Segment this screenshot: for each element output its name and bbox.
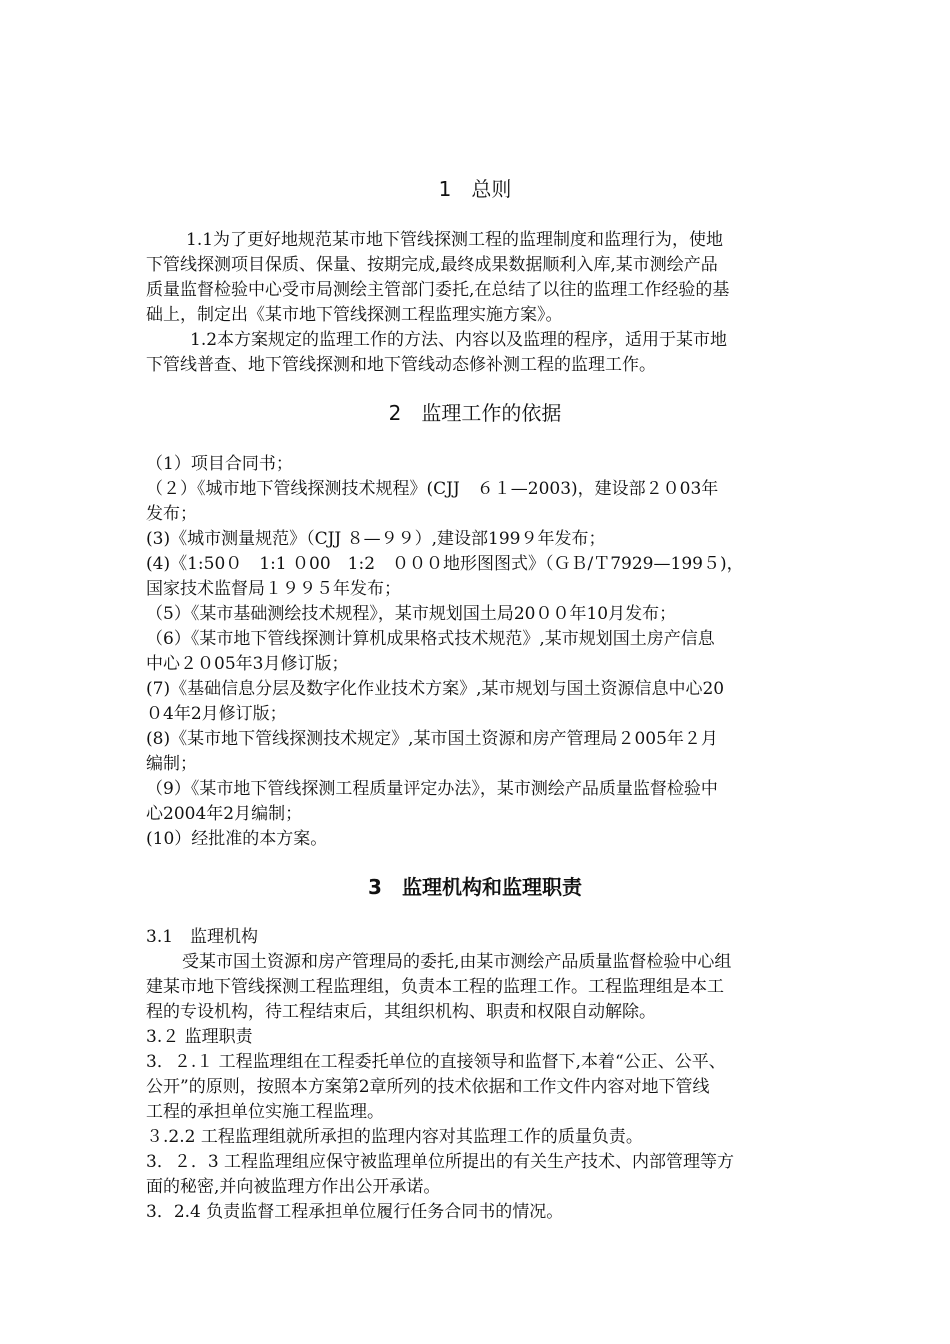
reference-item: (10）经批准的本方案。 bbox=[146, 829, 328, 849]
clause-line: 面的秘密,并向被监理方作出公开承诺。 bbox=[146, 1177, 441, 1197]
reference-item-continuation: ０4年2月修订版； bbox=[146, 704, 287, 724]
clause-line: 工程的承担单位实施工程监理。 bbox=[146, 1102, 384, 1122]
paragraph-line: 1.2本方案规定的监理工作的方法、内容以及监理的程序，适用于某市地 bbox=[190, 330, 728, 350]
clause-line: 3．２．3 工程监理组应保守被监理单位所提出的有关生产技术、内部管理等方 bbox=[146, 1152, 735, 1172]
paragraph-line: 受某市国土资源和房产管理局的委托,由某市测绘产品质量监督检验中心组 bbox=[182, 952, 732, 972]
paragraph-line: 础上，制定出《某市地下管线探测工程监理实施方案》。 bbox=[146, 305, 563, 325]
subsection-title: 3.２ 监理职责 bbox=[146, 1027, 253, 1047]
section-1-heading: 1 总则 bbox=[438, 177, 512, 201]
section-3-heading: 3 监理机构和监理职责 bbox=[368, 875, 582, 899]
paragraph-line: 1.1为了更好地规范某市地下管线探测工程的监理制度和监理行为，使地 bbox=[186, 230, 724, 250]
subsection-title: 3.1 监理机构 bbox=[146, 927, 259, 947]
paragraph-line: 下管线普查、地下管线探测和地下管线动态修补测工程的监理工作。 bbox=[146, 355, 656, 375]
reference-item: （9）《某市地下管线探测工程质量评定办法》，某市测绘产品质量监督检验中 bbox=[146, 779, 718, 799]
reference-item: (7)《基础信息分层及数字化作业技术方案》,某市规划与国土资源信息中心20 bbox=[146, 679, 725, 699]
paragraph-line: 程的专设机构，待工程结束后，其组织机构、职责和权限自动解除。 bbox=[146, 1002, 656, 1022]
reference-item: （２）《城市地下管线探测技术规程》(CJJ ６１—2003)，建设部２０03年 bbox=[146, 479, 719, 499]
reference-item: (3)《城市测量规范》（CJJ ８—９９）,建设部199９年发布； bbox=[146, 529, 606, 549]
reference-item: （5）《某市基础测绘技术规程》，某市规划国土局20００年10月发布； bbox=[146, 604, 677, 624]
reference-item-continuation: 发布； bbox=[146, 504, 197, 524]
paragraph-line: 建某市地下管线探测工程监理组，负责本工程的监理工作。工程监理组是本工 bbox=[146, 977, 724, 997]
reference-item: (8)《某市地下管线探测技术规定》,某市国土资源和房产管理局２005年２月 bbox=[146, 729, 718, 749]
paragraph-line: 质量监督检验中心受市局测绘主管部门委托,在总结了以往的监理工作经验的基 bbox=[146, 280, 730, 300]
clause-line: 3．２.１ 工程监理组在工程委托单位的直接领导和监督下,本着“公正、公平、 bbox=[146, 1052, 726, 1072]
reference-item-continuation: 心2004年2月编制； bbox=[146, 804, 303, 824]
section-2-heading: 2 监理工作的依据 bbox=[388, 401, 562, 425]
clause-line: ３.2.2 工程监理组就所承担的监理内容对其监理工作的质量负责。 bbox=[146, 1127, 643, 1147]
reference-item-continuation: 中心２０05年3月修订版； bbox=[146, 654, 349, 674]
reference-item-continuation: 编制； bbox=[146, 754, 197, 774]
clause-line: 3．2.4 负责监督工程承担单位履行任务合同书的情况。 bbox=[146, 1202, 564, 1222]
paragraph-line: 下管线探测项目保质、保量、按期完成,最终成果数据顺利入库,某市测绘产品 bbox=[146, 255, 718, 275]
reference-item-continuation: 国家技术监督局１９９５年发布； bbox=[146, 579, 401, 599]
reference-item: （1）项目合同书； bbox=[146, 454, 293, 474]
clause-line: 公开”的原则，按照本方案第2章所列的技术依据和工作文件内容对地下管线 bbox=[146, 1077, 710, 1097]
reference-item: （6）《某市地下管线探测计算机成果格式技术规范》,某市规划国土房产信息 bbox=[146, 629, 715, 649]
reference-item: (4)《1:50０ 1:1 ０00 1:2 ０００地形图图式》（ＧＢ/Ｔ7929—199５)， bbox=[146, 554, 744, 574]
